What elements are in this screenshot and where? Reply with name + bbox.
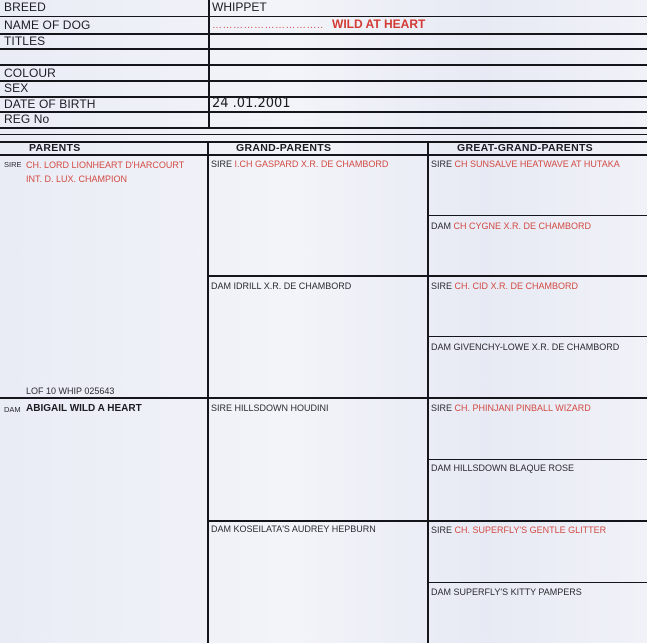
great-grandparent-name: CH. PHINJANI PINBALL WIZARD <box>454 403 591 413</box>
label-titles: TITLES <box>4 34 46 48</box>
rule <box>0 96 647 98</box>
rule <box>428 336 647 337</box>
great-grandparent-cell <box>431 587 582 597</box>
great-grandparent-cell <box>431 525 606 535</box>
rule <box>428 459 647 460</box>
rule <box>0 127 647 129</box>
great-grandparent-role: DAM <box>431 221 451 231</box>
grandparent-role: SIRE <box>211 403 233 413</box>
grandparent-role: DAM <box>211 524 231 534</box>
rule <box>0 154 647 156</box>
column-header-grandparents: GRAND-PARENTS <box>236 142 332 154</box>
great-grandparent-role: SIRE <box>431 403 453 413</box>
great-grandparent-name: SUPERFLY'S KITTY PAMPERS <box>453 587 582 597</box>
great-grandparent-role: DAM <box>431 463 451 473</box>
column-divider <box>207 141 209 643</box>
grandparent-cell <box>211 159 388 169</box>
rule <box>0 16 647 17</box>
great-grandparent-role: DAM <box>431 587 451 597</box>
column-header-great-grandparents: GREAT-GRAND-PARENTS <box>457 142 593 154</box>
great-grandparent-cell <box>431 159 620 169</box>
grandparent-role: DAM <box>211 281 231 291</box>
great-grandparent-role: DAM <box>431 342 451 352</box>
label-date-of-birth: DATE OF BIRTH <box>4 97 96 111</box>
grandparent-cell <box>211 524 376 534</box>
label-sex: SEX <box>4 81 29 95</box>
rule <box>0 111 647 113</box>
parent-sire-title: INT. D. LUX. CHAMPION <box>26 174 128 184</box>
rule <box>0 397 647 399</box>
great-grandparent-cell <box>431 403 591 413</box>
name-dotted-leader: ………………………….. <box>212 20 324 31</box>
value-breed: WHIPPET <box>212 0 267 14</box>
grandparent-name: I.CH GASPARD X.R. DE CHAMBORD <box>234 159 389 169</box>
label-breed: BREED <box>4 0 46 14</box>
great-grandparent-name: HILLSDOWN BLAQUE ROSE <box>453 463 575 473</box>
label-colour: COLOUR <box>4 66 56 80</box>
great-grandparent-name: CH CYGNE X.R. DE CHAMBORD <box>453 221 592 231</box>
label-reg-no: REG No <box>4 112 50 126</box>
grandparent-cell <box>211 281 351 291</box>
parent-dam-role: DAM <box>4 405 21 414</box>
great-grandparent-cell <box>431 221 591 231</box>
grandparent-name: KOSEILATA'S AUDREY HEPBURN <box>233 524 376 534</box>
great-grandparent-name: CH. SUPERFLY'S GENTLE GLITTER <box>454 525 607 535</box>
grandparent-name: IDRILL X.R. DE CHAMBORD <box>233 281 352 291</box>
parent-sire-name: CH. LORD LIONHEART D'HARCOURT <box>26 160 185 170</box>
rule <box>0 64 647 66</box>
great-grandparent-cell <box>431 463 574 473</box>
rule <box>0 33 647 35</box>
rule <box>0 134 647 135</box>
great-grandparent-role: SIRE <box>431 281 453 291</box>
rule <box>208 520 647 522</box>
value-date-of-birth: 24 .01.2001 <box>212 96 291 111</box>
great-grandparent-name: CH. CID X.R. DE CHAMBORD <box>454 281 579 291</box>
label-name-of-dog: NAME OF DOG <box>4 18 91 32</box>
great-grandparent-name: CH SUNSALVE HEATWAVE AT HUTAKA <box>454 159 620 169</box>
great-grandparent-name: GIVENCHY-LOWE X.R. DE CHAMBORD <box>453 342 620 352</box>
rule <box>428 215 647 216</box>
value-name-of-dog: WILD AT HEART <box>332 17 426 31</box>
great-grandparent-role: SIRE <box>431 159 453 169</box>
rule <box>0 80 647 82</box>
rule <box>0 48 647 50</box>
great-grandparent-cell <box>431 281 578 291</box>
grandparent-name: HILLSDOWN HOUDINI <box>234 403 329 413</box>
grandparent-role: SIRE <box>211 159 233 169</box>
rule <box>208 275 647 277</box>
great-grandparent-role: SIRE <box>431 525 453 535</box>
grandparent-cell <box>211 403 329 413</box>
parent-sire-role: SIRE <box>4 160 22 169</box>
column-header-parents: PARENTS <box>29 142 81 154</box>
parent-sire-reg: LOF 10 WHIP 025643 <box>26 386 115 396</box>
great-grandparent-cell <box>431 342 619 352</box>
column-divider <box>427 141 429 643</box>
parent-dam-name: ABIGAIL WILD A HEART <box>26 403 142 414</box>
rule <box>428 582 647 583</box>
